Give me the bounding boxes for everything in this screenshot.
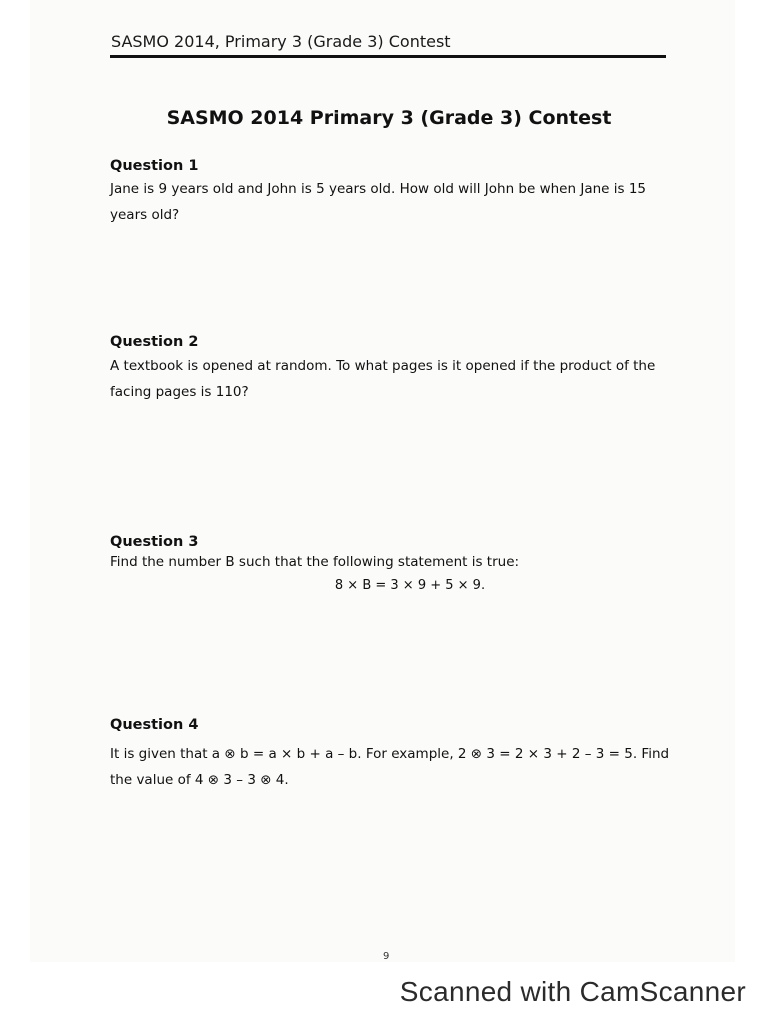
page-title: SASMO 2014 Primary 3 (Grade 3) Contest	[166, 107, 612, 129]
question-3-heading: Question 3	[110, 534, 199, 550]
question-2-heading: Question 2	[110, 334, 199, 350]
question-1-text: Jane is 9 years old and John is 5 years old. How old will John be when Jane is 15 years old?	[110, 181, 646, 223]
question-1-heading: Question 1	[110, 158, 199, 174]
question-4-text: It is given that a ⊗ b = a × b + a – b. For example, 2 ⊗ 3 = 2 × 3 + 2 – 3 = 5. Find the value of 4 ⊗ 3 – 3 ⊗ 4.	[110, 746, 670, 788]
header-rule	[110, 55, 666, 58]
question-3-text: Find the number B such that the following statement is true:	[110, 554, 520, 570]
running-header: SASMO 2014, Primary 3 (Grade 3) Contest	[111, 32, 451, 51]
question-2-text: A textbook is opened at random. To what pages is it opened if the product of the facing pages is 110?	[110, 358, 656, 400]
camscanner-watermark: Scanned with CamScanner	[399, 976, 746, 1007]
page-number: 9	[383, 951, 390, 959]
question-3-equation: 8 × B = 3 × 9 + 5 × 9.	[334, 578, 486, 593]
question-4-heading: Question 4	[110, 717, 199, 733]
scanned-page	[30, 0, 735, 962]
